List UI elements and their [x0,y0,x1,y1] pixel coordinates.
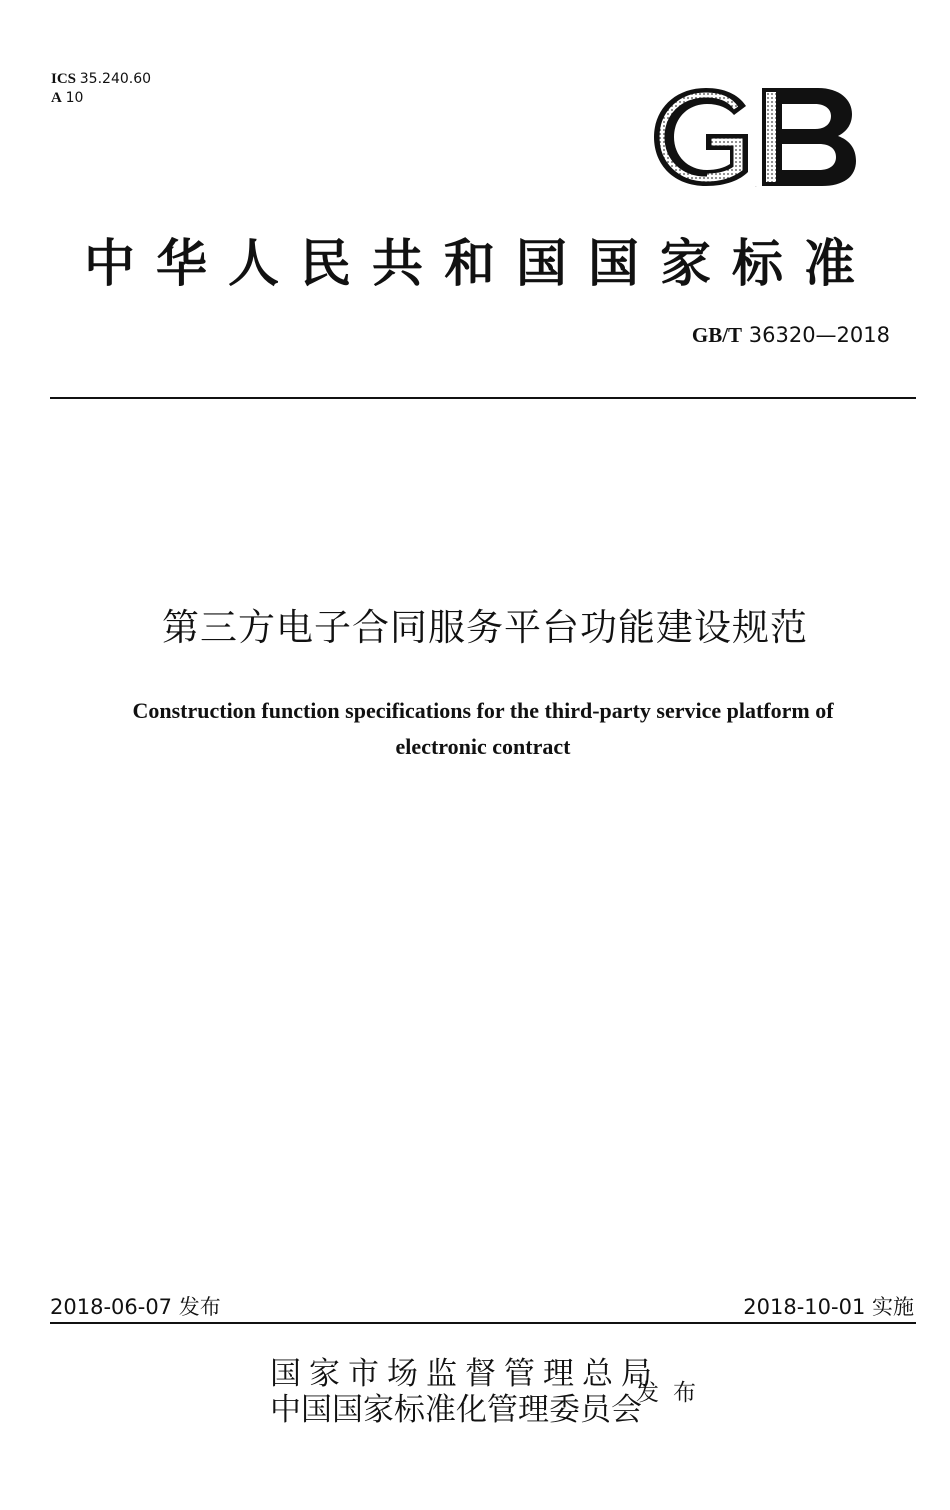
document-title-chinese: 第三方电子合同服务平台功能建设规范 [162,606,808,649]
ics-code-line [51,70,151,89]
gb-logo [650,84,860,190]
ics-label: ICS [51,71,77,87]
publish-label: 发布 [636,1380,710,1406]
issue-date: 2018-06-07 发布 [50,1295,221,1319]
ccs-value: 10 [65,90,84,106]
ccs-code-line [51,89,151,108]
title-english-line-2: electronic contract [395,734,571,759]
issuing-authorities [270,1356,660,1428]
ccs-label: A [51,90,62,106]
standard-code: 36320—2018 [748,323,890,347]
gb-logo-text: GB [755,187,757,188]
top-divider [50,397,916,399]
standard-prefix: GB/T [691,323,743,347]
title-english-line-1: Construction function specifications for the third-party service platform of [132,698,834,723]
document-title-english [70,693,896,765]
bottom-divider [50,1322,916,1324]
implementation-date: 2018-10-01 实施 [743,1295,914,1319]
issuer-sac: 中国国家标准化管理委员会 [270,1392,642,1428]
national-standard-title: 中华人民共和国国家标准 [83,234,876,294]
classification-codes [51,70,151,108]
standard-number [692,323,890,348]
issuer-samr: 国家市场监督管理总局 [270,1356,660,1392]
ics-value: 35.240.60 [79,71,152,87]
